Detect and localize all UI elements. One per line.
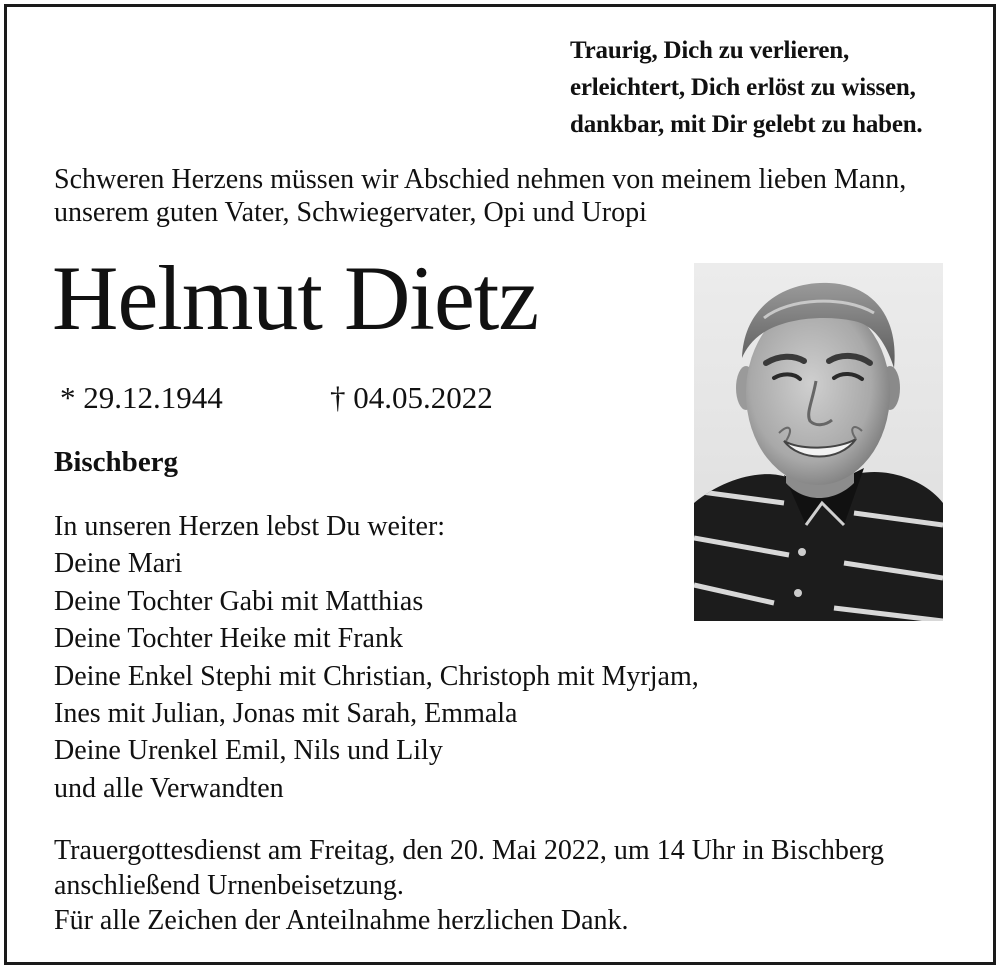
mourners-line: Deine Enkel Stephi mit Christian, Christoph mit Myrjam, (54, 660, 699, 692)
mourners-line: Ines mit Julian, Jonas mit Sarah, Emmala (54, 698, 518, 730)
motto-line: erleichtert, Dich erlöst zu wissen, (570, 74, 916, 101)
mourners-line: In unseren Herzen lebst Du weiter: (54, 511, 446, 542)
intro-text (54, 163, 906, 229)
mourners-line: Deine Tochter Gabi mit Matthias (54, 585, 424, 617)
hometown: Bischberg (54, 446, 179, 478)
intro-line: unserem guten Vater, Schwiegervater, Opi und Uropi (54, 197, 647, 228)
portrait-photo (694, 263, 943, 621)
service-line: Für alle Zeichen der Anteilnahme herzlichen Dank. (54, 905, 629, 936)
motto-line: Traurig, Dich zu verlieren, (570, 37, 850, 64)
deceased-name: Helmut Dietz (52, 247, 539, 349)
mourners-line: Deine Tochter Heike mit Frank (54, 623, 403, 655)
intro-line: Schweren Herzens müssen wir Abschied nehmen von meinem lieben Mann, (54, 164, 907, 195)
mourners-line: Deine Mari (54, 548, 183, 580)
service-line: Trauergottesdienst am Freitag, den 20. Mai 2022, um 14 Uhr in Bischberg (54, 835, 885, 866)
birth-date: * 29.12.1944 (60, 380, 223, 415)
service-notice (54, 833, 884, 938)
death-date: † 04.05.2022 (330, 380, 493, 415)
service-line: anschließend Urnenbeisetzung. (54, 870, 404, 901)
motto-line: dankbar, mit Dir gelebt zu haben. (570, 111, 923, 138)
mourners-line: Deine Urenkel Emil, Nils und Lily (54, 735, 443, 767)
portrait-illustration (694, 263, 943, 621)
mourners-line: und alle Verwandten (54, 772, 284, 804)
life-dates (60, 378, 493, 418)
mourners-list (54, 508, 699, 807)
motto-verse (570, 32, 922, 143)
